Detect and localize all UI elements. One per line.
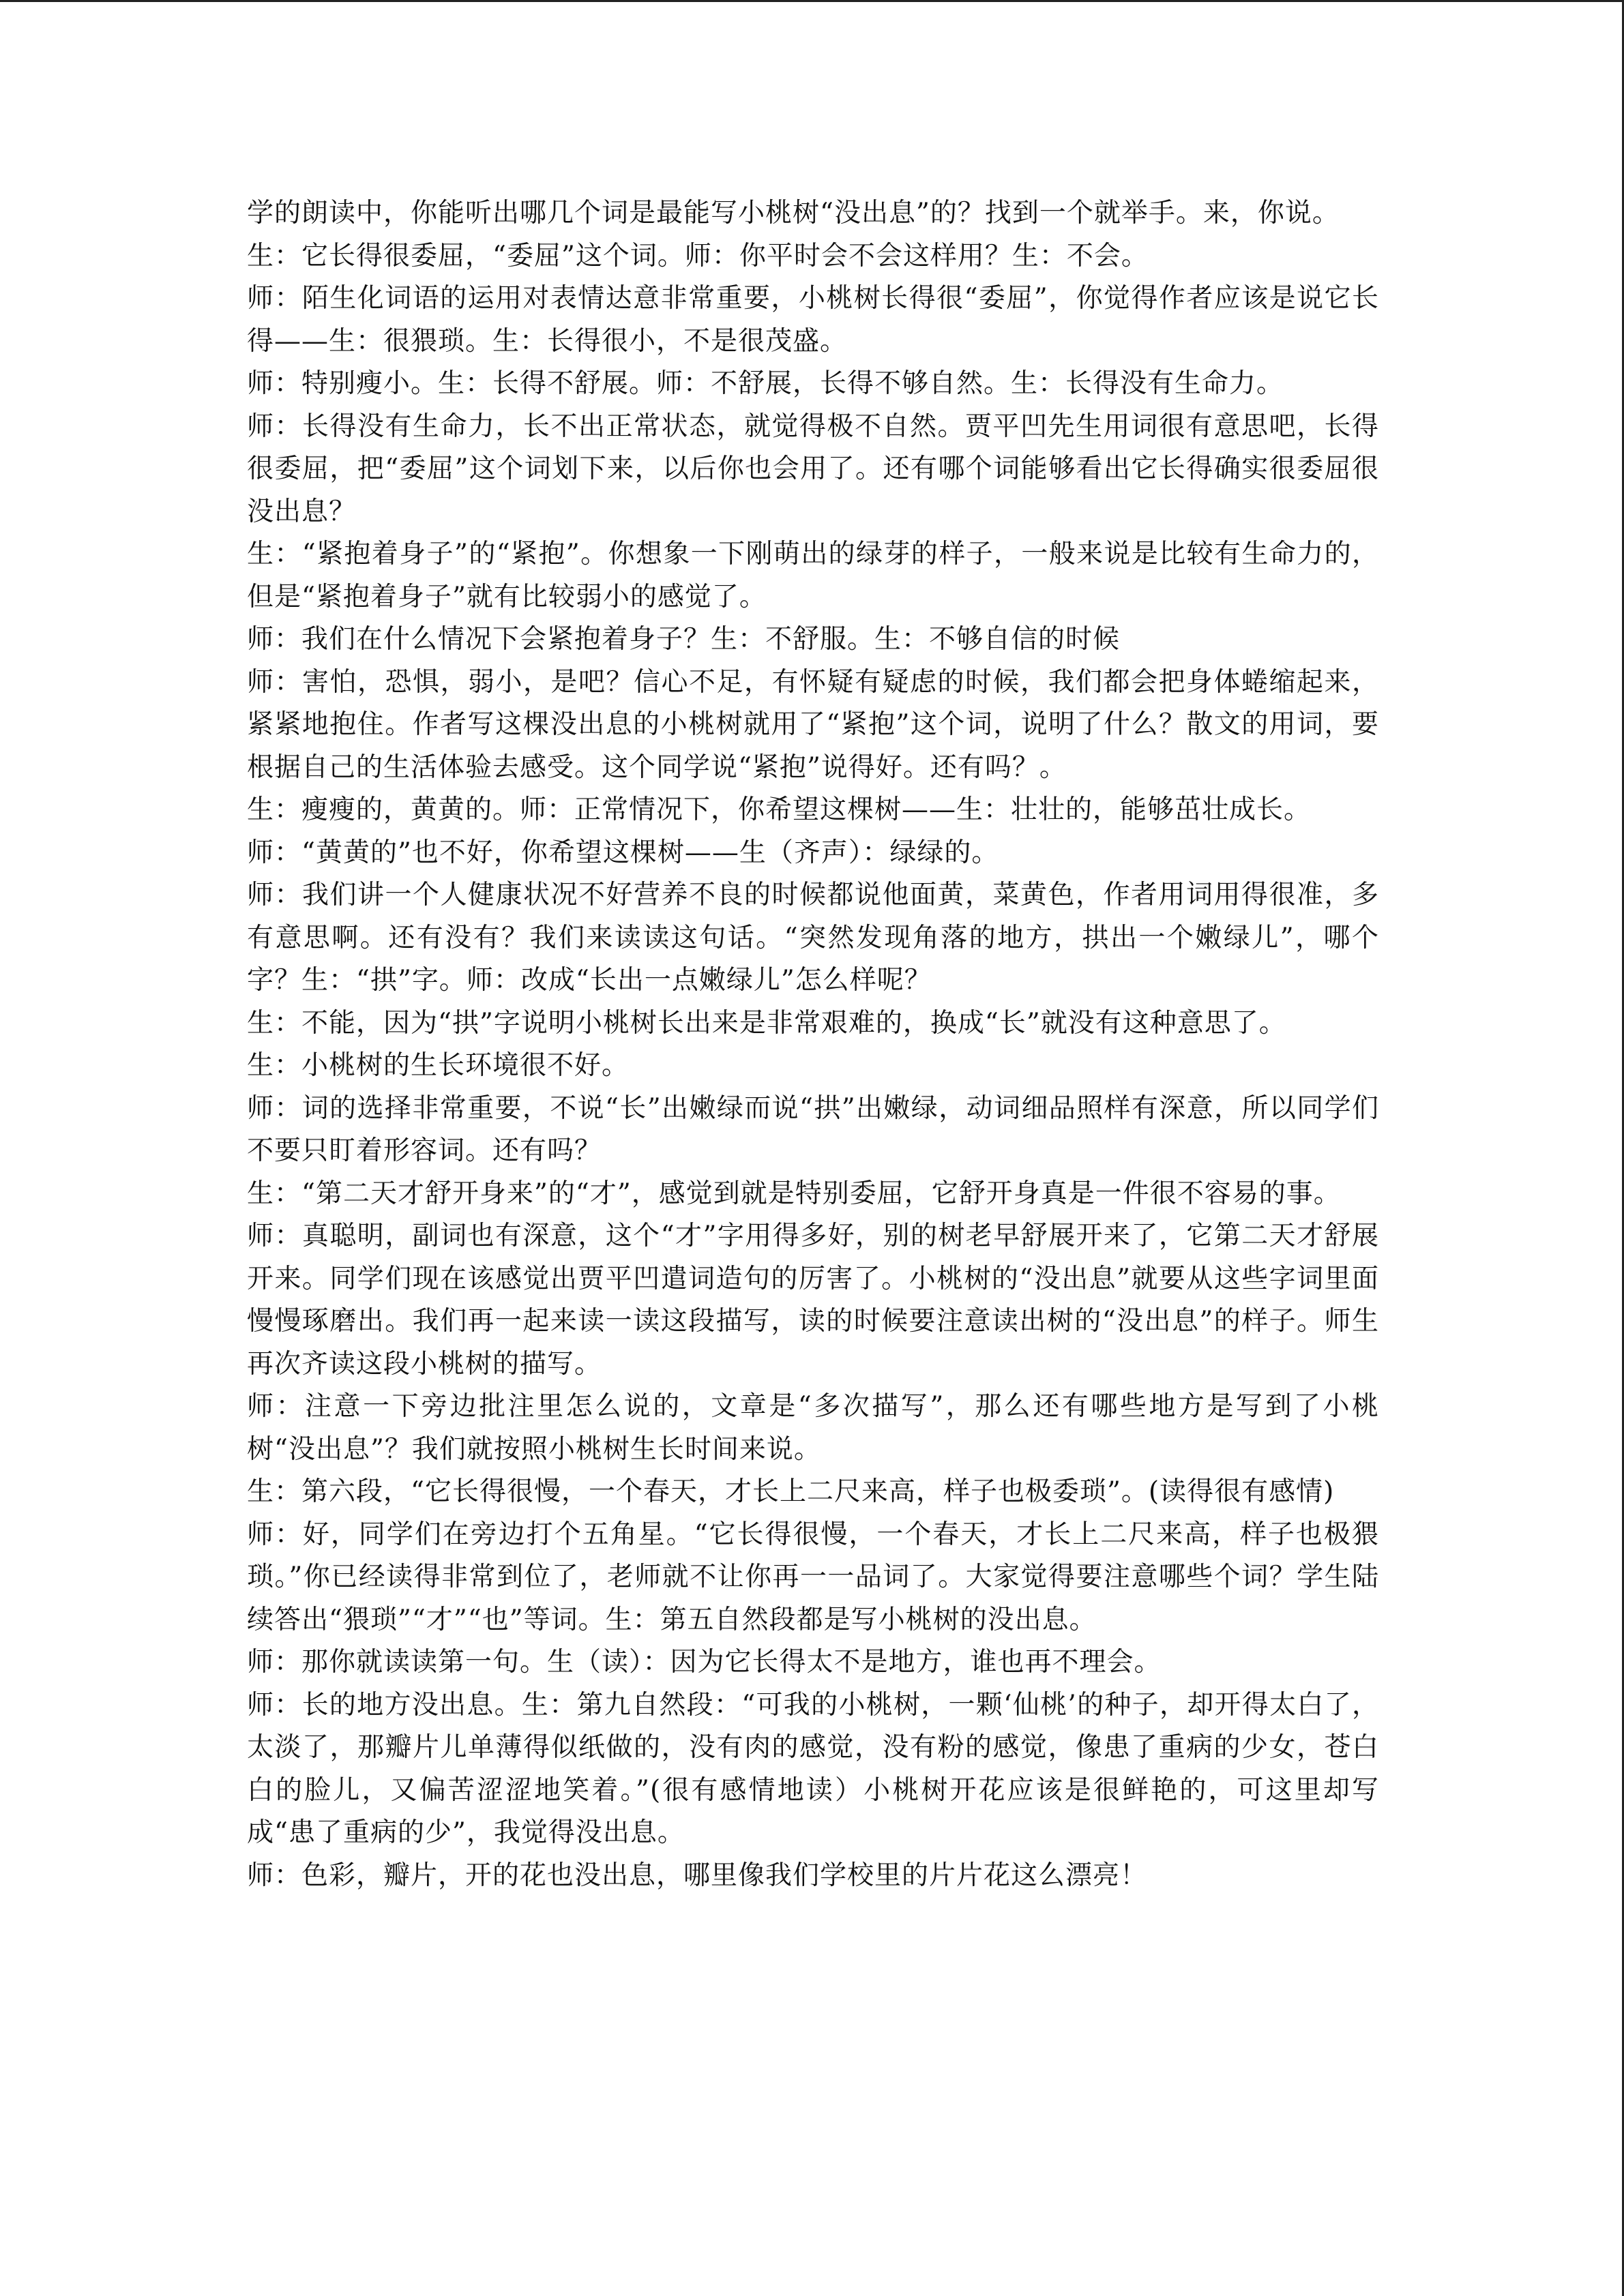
paragraph: 生：“紧抱着身子”的“紧抱”。你想象一下刚萌出的绿芽的样子，一般来说是比较有生命力的，但是“紧抱着身子”就有比较弱小的感觉了。 — [247, 539, 1379, 612]
paragraph: 师：长得没有生命力，长不出正常状态，就觉得极不自然。贾平凹先生用词很有意思吧，长得很委屈，把“委屈”这个词划下来，以后你也会用了。还有哪个词能够看出它长得确实很委屈很没出息？ — [247, 411, 1379, 527]
paragraph: 师：我们讲一个人健康状况不好营养不良的时候都说他面黄，菜黄色，作者用词用得很准，多有意思啊。还有没有？我们来读读这句话。“突然发现角落的地方，拱出一个嫩绿儿”，哪个字？生：“拱”字。师：改成“长出一点嫩绿儿”怎么样呢？ — [247, 880, 1379, 996]
paragraph: 师：陌生化词语的运用对表情达意非常重要，小桃树长得很“委屈”，你觉得作者应该是说它长得——生：很猥琐。生：长得很小，不是很茂盛。 — [247, 283, 1379, 357]
paragraph: 师：害怕，恐惧，弱小，是吧？信心不足，有怀疑有疑虑的时候，我们都会把身体蜷缩起来，紧紧地抱住。作者写这棵没出息的小桃树就用了“紧抱”这个词，说明了什么？散文的用词，要根据自己的生活体验去感受。这个同学说“紧抱”说得好。还有吗？。 — [247, 666, 1379, 783]
paragraph: 师：注意一下旁边批注里怎么说的，文章是“多次描写”，那么还有哪些地方是写到了小桃树“没出息”？我们就按照小桃树生长时间来说。 — [247, 1391, 1379, 1465]
paragraph: 师：真聪明，副词也有深意，这个“才”字用得多好，别的树老早舒展开来了，它第二天才舒展开来。同学们现在该感觉出贾平凹遣词造句的厉害了。小桃树的“没出息”就要从这些字词里面慢慢琢磨出。我们再一起来读一读这段描写，读的时候要注意读出树的“没出息”的样子。师生再次齐读这段小桃树的描写。 — [247, 1221, 1379, 1380]
paragraph: 师：那你就读读第一句。生（读）：因为它长得太不是地方，谁也再不理会。 — [247, 1647, 1162, 1678]
paragraph: 师：特别瘦小。生：长得不舒展。师：不舒展，长得不够自然。生：长得没有生命力。 — [247, 368, 1284, 399]
document-body — [247, 192, 1379, 1897]
paragraph: 生：不能，因为“拱”字说明小桃树长出来是非常艰难的，换成“长”就没有这种意思了。 — [247, 1007, 1286, 1039]
paragraph: 生：“第二天才舒开身来”的“才”，感觉到就是特别委屈，它舒开身真是一件很不容易的事。 — [247, 1178, 1341, 1209]
paragraph: 师：词的选择非常重要，不说“长”出嫩绿而说“拱”出嫩绿，动词细品照样有深意，所以同学们不要只盯着形容词。还有吗？ — [247, 1092, 1379, 1166]
paragraph: 师：色彩，瓣片，开的花也没出息，哪里像我们学校里的片片花这么漂亮！ — [247, 1860, 1148, 1891]
page-top-border — [0, 0, 1624, 2]
paragraph: 生：瘦瘦的，黄黄的。师：正常情况下，你希望这棵树——生：壮壮的，能够茁壮成长。 — [247, 794, 1312, 825]
paragraph: 师：好，同学们在旁边打个五角星。“它长得很慢，一个春天，才长上二尺来高，样子也极猥琐。”你已经读得非常到位了，老师就不让你再一一品词了。大家觉得要注意哪些个词？学生陆续答出“猥琐”“才”“也”等词。生：第五自然段都是写小桃树的没出息。 — [247, 1519, 1379, 1635]
paragraph: 师：“黄黄的”也不好，你希望这棵树——生（齐声）：绿绿的。 — [247, 837, 999, 868]
paragraph: 生：它长得很委屈，“委屈”这个词。师：你平时会不会这样用？生：不会。 — [247, 240, 1149, 271]
paragraph: 生：第六段，“它长得很慢，一个春天，才长上二尺来高，样子也极委琐”。(读得很有感情) — [247, 1476, 1335, 1507]
paragraph: 生：小桃树的生长环境很不好。 — [247, 1050, 630, 1081]
paragraph: 师：我们在什么情况下会紧抱着身子？生：不舒服。生：不够自信的时候 — [247, 624, 1121, 655]
paragraph: 学的朗读中，你能听出哪几个词是最能写小桃树“没出息”的？找到一个就举手。来，你说。 — [247, 198, 1340, 228]
paragraph: 师：长的地方没出息。生：第九自然段：“可我的小桃树，一颗‘仙桃’的种子，却开得太白了，太淡了，那瓣片儿单薄得似纸做的，没有肉的感觉，没有粉的感觉，像患了重病的少女，苍白白的脸儿，又偏苦涩涩地笑着。”(很有感情地读）小桃树开花应该是很鲜艳的，可这里却写成“患了重病的少”，我觉得没出息。 — [247, 1689, 1379, 1848]
